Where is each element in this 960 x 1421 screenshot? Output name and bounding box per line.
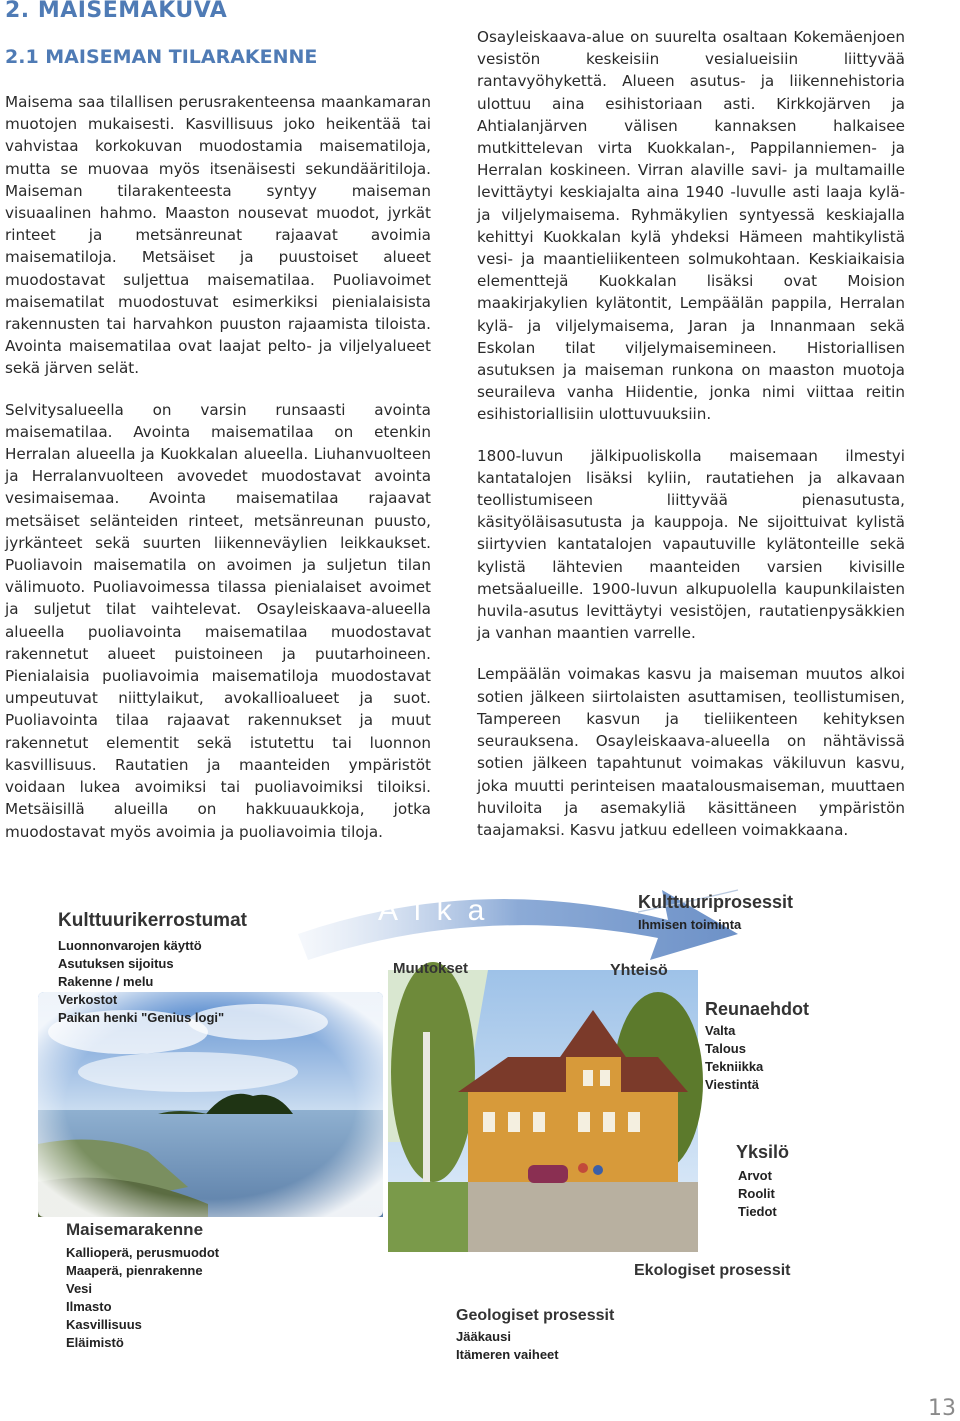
landscape-diagram	[38, 882, 918, 1382]
time-arrow-label: Aika	[378, 894, 501, 927]
list-item: Kallioperä, perusmuodot	[66, 1245, 220, 1260]
kulttuuriprosessit-title: Kulttuuriprosessit	[638, 892, 794, 912]
reunaehdot-list	[705, 1022, 763, 1094]
reunaehdot-title: Reunaehdot	[705, 999, 810, 1019]
geologiset-list	[456, 1328, 559, 1364]
list-item: Vesi	[66, 1281, 93, 1296]
list-item: Paikan henki "Genius logi"	[58, 1010, 225, 1025]
maisemarakenne-title: Maisemarakenne	[66, 1220, 204, 1239]
right-column	[477, 26, 905, 860]
building-photo	[388, 962, 703, 1252]
kulttuurikerrostumat-list	[58, 937, 224, 1027]
list-item: Jääkausi	[456, 1329, 511, 1344]
list-item: Viestintä	[705, 1077, 759, 1092]
list-item: Roolit	[738, 1186, 775, 1201]
list-item: Verkostot	[58, 992, 118, 1007]
list-item: Rakenne / melu	[58, 974, 154, 989]
maisemarakenne-list	[66, 1244, 219, 1352]
list-item: Itämeren vaiheet	[456, 1347, 559, 1362]
list-item: Eläimistö	[66, 1335, 124, 1350]
paragraph: 1800-luvun jälkipuoliskolla maisemaan ilmestyi kantatalojen lisäksi kyliin, rautatiehen ja alkavaan teollistumiseen liittyvää pienasutusta, käsityöläisasutusta ja kauppoja. Ne sijoittuivat kylistä siirtyvien kantatalojen vapautuville kylätonteille sekä kylistä lähtevien maanteiden varsien kivisille metsäalueille. 1900-luvun alkupuolella kaupunkilaisten huvila-asutus levittäytyi vesistöjen, rautatienpysäkkien ja vanhan maantien varrelle.	[477, 446, 905, 643]
list-item: Asutuksen sijoitus	[58, 956, 174, 971]
left-column	[5, 91, 431, 862]
paragraph: Maisema saa tilallisen perusrakenteensa maankamaran muotojen mukaisesti. Kasvillisuus joko heikentää tai vahvistaa korkokuvan muodostamia maisematiloja, mutta se muovaa myös itsenäisesti sekundääritiloja. Maiseman tilarakenteesta syntyy maiseman visuaalinen hahmo. Maaston nousevat muodot, jyrkät rinteet ja metsänreunat rajaavat avoimia maisematiloja. Metsäiset ja puustoiset alueet muodostavat suljettua maisematilaa. Puoliavoimet maisematilat muodostuvat esimerkiksi pienialaisista rakennusten tai harvahkon puuston rajaamista tiloista. Avointa maisematilaa ovat laajat pelto- ja viljelyalueet sekä järven selät.	[5, 93, 431, 378]
yksilo-list	[738, 1167, 777, 1221]
chapter-heading: 2. MAISEMAKUVA	[5, 0, 228, 23]
list-item: Valta	[705, 1023, 736, 1038]
list-item: Luonnonvarojen käyttö	[58, 938, 202, 953]
list-item: Tekniikka	[705, 1059, 764, 1074]
list-item: Kasvillisuus	[66, 1317, 142, 1332]
list-item: Tiedot	[738, 1204, 777, 1219]
muutokset-label: Muutokset	[393, 960, 468, 977]
section-heading: 2.1 MAISEMAN TILARAKENNE	[5, 46, 318, 68]
page-number: 13	[928, 1396, 956, 1421]
kulttuuriprosessit-subtitle: Ihmisen toiminta	[638, 917, 742, 932]
list-item: Arvot	[738, 1168, 772, 1183]
yksilo-title: Yksilö	[736, 1142, 790, 1162]
geologiset-title: Geologiset prosessit	[456, 1307, 615, 1324]
list-item: Ilmasto	[66, 1299, 112, 1314]
paragraph: Selvitysalueella on varsin runsaasti avointa maisematilaa. Avointa maisematilaa on etenkin Herralan alueella ja Kuokkalan alueella. Liuhanvuolteen ja Herralanvuolteen avovedet muodostavat avointa vesimaisemaa. Avointa maisematilaa rajaavat metsäiset selänteiden rinteet, metsänreunan puusto, jyrkänteet sekä suurten liikenneväylien leikkaukset. Puoliavoin maisematila on avoimen ja suljetun tilan välimuoto. Puoliavoimessa tilassa pienialaiset avoimet ja suljetut tilat vaihtelevat. Osayleiskaava-alueella alueella puoliavointa maisematilaa muodostavat rakennetut alueet puistoineen ja puutarhoineen. Pienialaisia puoliavoimia maisematiloja muodostavat umpeutuvat niittylaikut, avokallioalueet ja suot. Puoliavointa tilaa rajaavat rakennukset ja muut rakennetut elementit sekä istutettu tai luonnon kasvillisuus. Rautatien ja maanteiden ympäristöt voidaan lukea avoimiksi tai puoliavoimiksi tiloiksi. Metsäisillä alueilla on hakkuuaukkoja, jotka muodostavat myös avoimia ja puoliavoimia tiloja.	[5, 400, 431, 841]
kulttuurikerrostumat-title: Kulttuurikerrostumat	[58, 910, 247, 931]
yhteiso-label: Yhteisö	[610, 962, 668, 979]
paragraph: Osayleiskaava-alue on suurelta osaltaan Kokemäenjoen vesistön keskeisiin vesialueisiin liittyvää rantavyöhykettä. Alueen asutus- ja liikennehistoria ulottuu aina esihistoriaan asti. Kirkkojärven ja Ahtialanjärven välisen kannaksen halkaisee mutkittelevan virta Kuokkalan-, Pappilanniemen- ja Herralan koskineen. Virran alaville savi- ja multamaille levittäytyi keskiajalta aina 1940 -luvulle asti laaja kylä- ja viljelymaisema. Ryhmäkylien syntyessä keskiajalla kehittyi Kuokkalan kylä yhdeksi Hämeen mahtikylistä vesi- ja maantieliikenteen solmukohtaan. Keskiaikaisia elementtejä Kuokkalan lisäksi ovat Moision maakirjakylien kylätontit, Lempäälän pappila, Herralan kylä- ja viljelymaisema, Jaran ja Innanmaan sekä Eskolan tilat viljelymaisemineen. Historiallisen asutuksen ja maiseman runkona on maaston muotoja seuraileva vanha Hiidentie, jonka nimi viittaa reitin esihistoriallisiin ulottuvuuksiin.	[477, 28, 905, 424]
ekologiset-label: Ekologiset prosessit	[634, 1262, 791, 1279]
list-item: Talous	[705, 1041, 746, 1056]
paragraph: Lempäälän voimakas kasvu ja maiseman muutos alkoi sotien jälkeen siirtolaisten asuttamisen, teollistumisen, Tampereen kasvun ja tieliikenteen kehityksen seurauksena. Osayleiskaava-alueella on nähtävissä sotien jälkeen tapahtunut voimakas väkiluvun kasvu, joka muutti perinteisen maatalousmaiseman, muuttaen huviloita ja asemakyliä käsittäneen ympäristön taajamaksi. Kasvu jatkuu edelleen voimakkaana.	[477, 665, 905, 839]
list-item: Maaperä, pienrakenne	[66, 1263, 203, 1278]
